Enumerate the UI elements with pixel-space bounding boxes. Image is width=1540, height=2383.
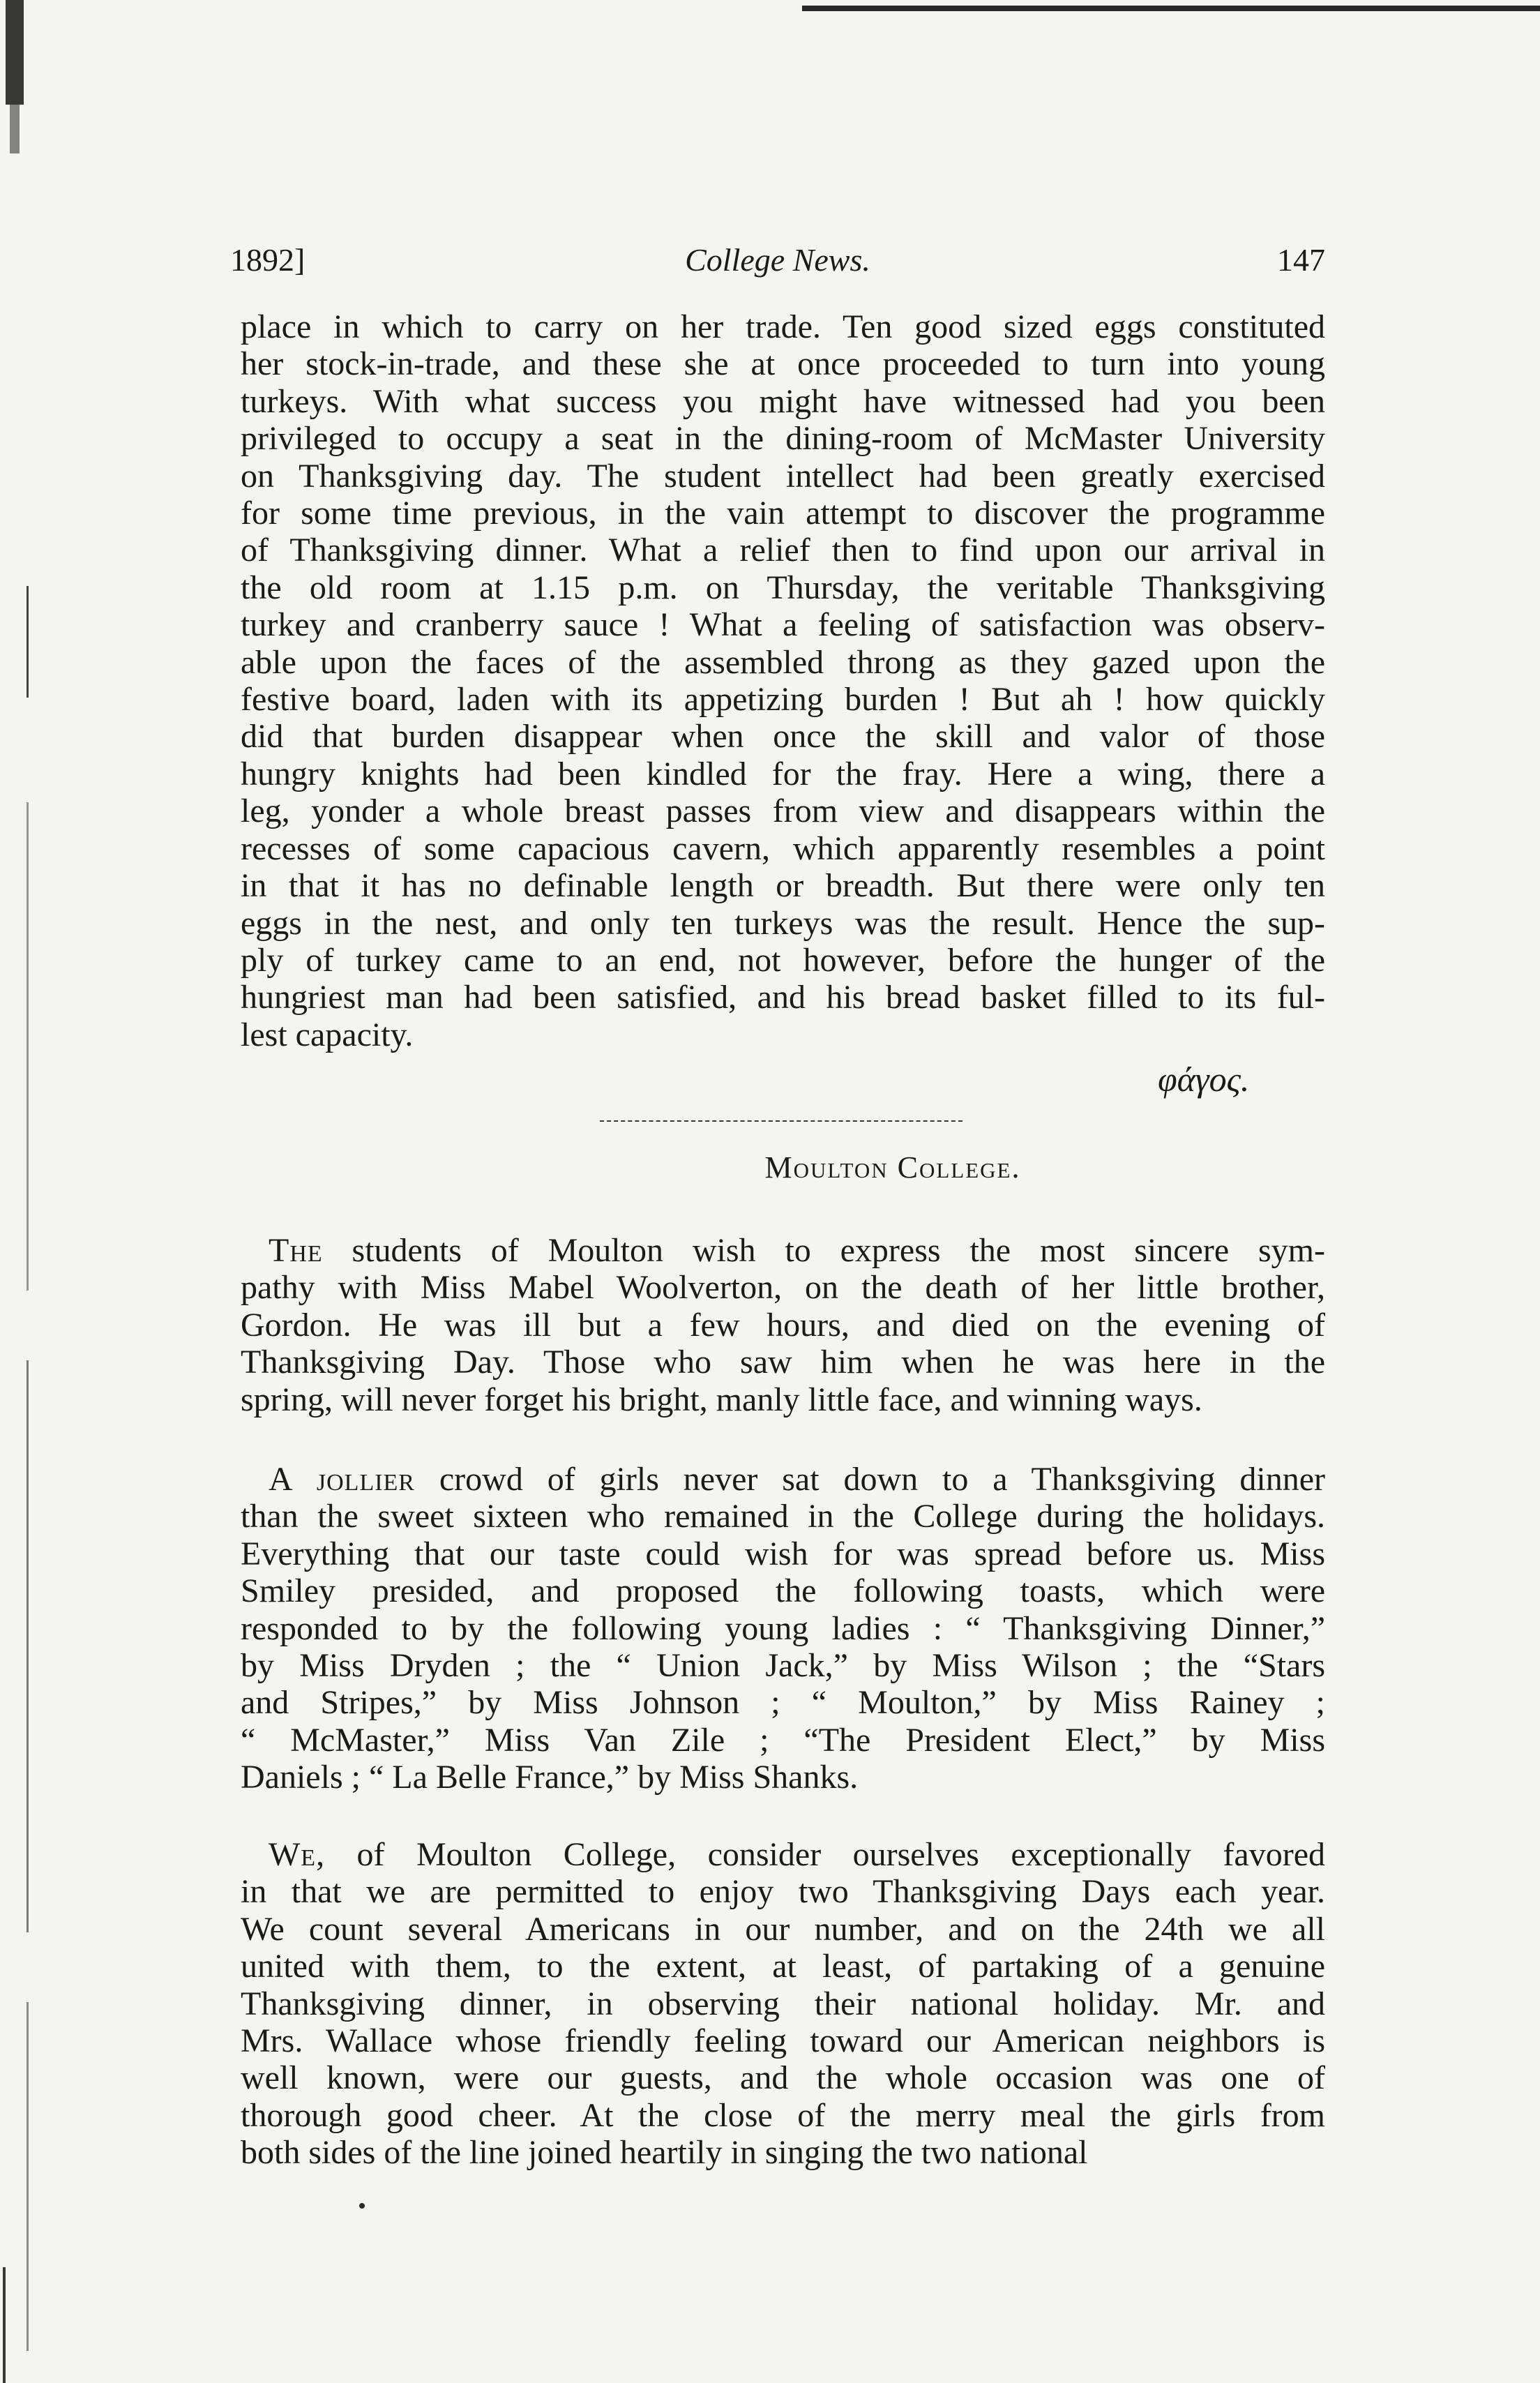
text-line-content: of Thanksgiving dinner. What a relief then to find upon our arrival in bbox=[241, 532, 1325, 569]
text-line-content: both sides of the line joined heartily in singing the two national bbox=[241, 2134, 1088, 2172]
text-line bbox=[241, 1836, 1325, 1873]
text-line-content: pathy with Miss Mabel Woolverton, on the death of her little brother, bbox=[241, 1269, 1325, 1307]
text-line bbox=[241, 383, 1325, 420]
paragraph-sympathy bbox=[241, 1232, 1325, 1418]
text-line bbox=[241, 792, 1325, 829]
text-line bbox=[241, 979, 1325, 1016]
text-line bbox=[241, 867, 1325, 904]
text-line bbox=[241, 345, 1325, 382]
text-line bbox=[241, 681, 1325, 718]
text-line-content: Daniels ; “ La Belle France,” by Miss Shanks. bbox=[241, 1759, 859, 1796]
text-line bbox=[241, 569, 1325, 606]
header-year: 1892] bbox=[230, 242, 305, 278]
text-line bbox=[241, 1535, 1325, 1572]
text-line-content: turkey and cranberry sauce ! What a feeling of satisfaction was observ- bbox=[241, 606, 1325, 644]
text-line-content: of Moulton College, consider ourselves exceptionally favored bbox=[325, 1836, 1325, 1873]
text-line-content: than the sweet sixteen who remained in the College during the holidays. bbox=[241, 1498, 1325, 1535]
text-line-content: Mrs. Wallace whose friendly feeling toward our American neighbors is bbox=[241, 2022, 1325, 2060]
text-line-content: in that it has no definable length or breadth. But there were only ten bbox=[241, 867, 1325, 905]
text-line bbox=[241, 1610, 1325, 1647]
text-line bbox=[241, 2134, 1325, 2171]
gutter-speckle bbox=[27, 586, 29, 698]
gutter-speckle bbox=[27, 1360, 29, 1932]
text-line-content: leg, yonder a whole breast passes from view and disappears within the bbox=[241, 792, 1325, 830]
text-line-content: responded to by the following young ladies : “ Thanksgiving Dinner,” bbox=[241, 1609, 1325, 1647]
text-line bbox=[241, 308, 1325, 345]
text-line-content: “ McMaster,” Miss Van Zile ; “The President Elect,” by Miss bbox=[241, 1721, 1325, 1759]
text-line bbox=[241, 1722, 1325, 1759]
text-line-content: did that burden disappear when once the skill and valor of those bbox=[241, 718, 1325, 756]
text-line bbox=[241, 420, 1325, 457]
text-line-content: festive board, laden with its appetizing burden ! But ah ! how quickly bbox=[241, 681, 1325, 719]
text-line bbox=[241, 1269, 1325, 1306]
text-line bbox=[241, 1461, 1325, 1498]
header-journal-title: College News. bbox=[685, 242, 870, 278]
text-line bbox=[241, 1985, 1325, 2022]
text-line bbox=[241, 2097, 1325, 2134]
text-line bbox=[241, 718, 1325, 755]
text-line bbox=[241, 1381, 1325, 1418]
text-line bbox=[241, 1684, 1325, 1721]
text-line-content: by Miss Dryden ; the “ Union Jack,” by Miss Wilson ; the “Stars bbox=[241, 1647, 1325, 1685]
text-line-content: privileged to occupy a seat in the dining-room of McMaster University bbox=[241, 420, 1325, 458]
text-line bbox=[241, 1948, 1325, 1985]
paragraph-lead-word: A jollier bbox=[269, 1461, 415, 1498]
text-line bbox=[241, 1016, 1325, 1053]
stray-dot bbox=[359, 2203, 365, 2209]
text-line-content: Gordon. He was ill but a few hours, and died on the evening of bbox=[241, 1306, 1325, 1344]
text-line-content: on Thanksgiving day. The student intellect had been greatly exercised bbox=[241, 457, 1325, 495]
text-line-content: well known, were our guests, and the whole occasion was one of bbox=[241, 2059, 1325, 2097]
text-line bbox=[241, 1911, 1325, 1948]
signature: φάγος. bbox=[1158, 1060, 1250, 1099]
text-line bbox=[241, 1498, 1325, 1535]
text-line-content: hungriest man had been satisfied, and his bread basket filled to its ful- bbox=[241, 979, 1325, 1016]
text-line-content: recesses of some capacious cavern, which apparently resembles a point bbox=[241, 829, 1325, 867]
text-line-content: place in which to carry on her trade. Ten good sized eggs constituted bbox=[241, 308, 1325, 345]
text-line-content: Everything that our taste could wish for was spread before us. Miss bbox=[241, 1535, 1325, 1572]
text-line bbox=[241, 1344, 1325, 1381]
text-line bbox=[241, 644, 1325, 681]
text-line-content: Thanksgiving Day. Those who saw him when he was here in the bbox=[241, 1344, 1325, 1381]
text-line bbox=[241, 942, 1325, 979]
paragraph-lead-word: We, bbox=[269, 1836, 326, 1873]
text-line-content: spring, will never forget his bright, manly little face, and winning ways. bbox=[241, 1381, 1202, 1418]
text-line bbox=[241, 1873, 1325, 1910]
text-line-content: united with them, to the extent, at least, of partaking of a genuine bbox=[241, 1948, 1325, 1985]
text-line bbox=[241, 1232, 1325, 1269]
text-line bbox=[241, 2059, 1325, 2096]
section-divider bbox=[600, 1120, 962, 1123]
text-line-content: Thanksgiving dinner, in observing their national holiday. Mr. and bbox=[241, 1985, 1325, 2022]
text-line-content: in that we are permitted to enjoy two Thanksgiving Days each year. bbox=[241, 1873, 1325, 1911]
text-line-content: lest capacity. bbox=[241, 1016, 414, 1053]
text-line-content: We count several Americans in our number, and on the 24th we all bbox=[241, 1910, 1325, 1948]
text-line bbox=[241, 2022, 1325, 2059]
text-line bbox=[241, 495, 1325, 532]
paragraph-two-thanksgivings bbox=[241, 1836, 1325, 2172]
text-line bbox=[241, 606, 1325, 643]
paragraph-dinner-toasts bbox=[241, 1461, 1325, 1796]
text-line-content: turkeys. With what success you might have witnessed had you been bbox=[241, 382, 1325, 420]
text-line bbox=[241, 1759, 1325, 1796]
binding-edge bbox=[0, 0, 43, 2383]
running-header bbox=[230, 236, 1325, 285]
text-line-content: for some time previous, in the vain attempt to discover the programme bbox=[241, 495, 1325, 532]
text-line bbox=[241, 532, 1325, 569]
text-line-content: able upon the faces of the assembled throng as they gazed upon the bbox=[241, 643, 1325, 681]
text-line-content: Smiley presided, and proposed the following toasts, which were bbox=[241, 1572, 1325, 1610]
text-line bbox=[241, 756, 1325, 792]
paragraph-lead-word: The bbox=[269, 1232, 323, 1269]
text-line-content: ply of turkey came to an end, not however, before the hunger of the bbox=[241, 941, 1325, 979]
text-line-content: and Stripes,” by Miss Johnson ; “ Moulton,” by Miss Rainey ; bbox=[241, 1684, 1325, 1722]
gutter-speckle bbox=[27, 2002, 29, 2351]
paragraph-thanksgiving-turkey bbox=[241, 308, 1325, 1053]
text-line bbox=[241, 1647, 1325, 1684]
top-rule bbox=[802, 6, 1540, 11]
text-line bbox=[241, 830, 1325, 867]
text-line bbox=[241, 1307, 1325, 1344]
text-line-content: the old room at 1.15 p.m. on Thursday, the veritable Thanksgiving bbox=[241, 569, 1325, 606]
gutter-speckle bbox=[27, 802, 29, 1291]
text-line bbox=[241, 1572, 1325, 1609]
text-line-content: thorough good cheer. At the close of the merry meal the girls from bbox=[241, 2096, 1325, 2134]
text-line-content: hungry knights had been kindled for the fray. Here a wing, there a bbox=[241, 755, 1325, 792]
text-line-content: eggs in the nest, and only ten turkeys was the result. Hence the sup- bbox=[241, 904, 1325, 942]
section-heading: Moulton College. bbox=[764, 1150, 1021, 1185]
text-line bbox=[241, 458, 1325, 495]
text-line bbox=[241, 905, 1325, 942]
text-line-content: crowd of girls never sat down to a Thanksgiving dinner bbox=[414, 1461, 1325, 1498]
text-line-content: students of Moulton wish to express the most sincere sym- bbox=[322, 1232, 1325, 1269]
page-number: 147 bbox=[1277, 242, 1325, 278]
text-line-content: her stock-in-trade, and these she at once proceeded to turn into young bbox=[241, 345, 1325, 383]
